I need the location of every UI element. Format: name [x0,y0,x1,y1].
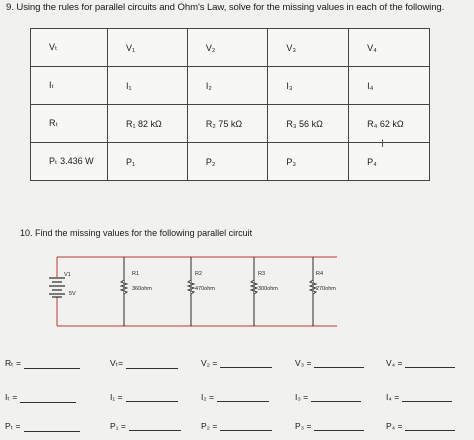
resistor-value: 270ohm [316,286,336,292]
source-name: V1 [64,272,71,278]
table-row [31,105,430,143]
question-9-heading: 9. Using the rules for parallel circuits and Ohm's Law, solve for the missing values in each of the following. [6,2,445,13]
answer-blank[interactable] [220,422,272,431]
table-cell: V₃ [268,29,349,67]
table-row [31,67,430,105]
table-cell: P₃ [268,143,349,181]
answer-label: I₁ = [110,392,123,402]
table-cell: Pₜ 3.436 W [31,143,108,181]
answer-field[interactable] [295,421,364,431]
answer-blank[interactable] [126,393,178,402]
answer-blank[interactable] [24,360,80,369]
table-cell: V₂ [187,29,268,67]
answer-field[interactable] [201,421,272,431]
answer-label: Rₜ = [5,358,21,368]
answer-blank[interactable] [405,422,455,431]
resistor-name: R4 [316,271,324,277]
answer-field[interactable] [295,358,364,368]
battery-icon [49,278,65,297]
answer-label: I₂ = [201,392,214,402]
answer-field[interactable] [5,421,80,432]
resistor-value: 470ohm [195,286,215,292]
answer-field[interactable] [201,358,272,368]
answer-blank[interactable] [405,359,455,368]
answer-label: I₃ = [295,392,309,402]
answer-blank[interactable] [217,393,269,402]
table-cell: I₄ [349,67,430,105]
answer-field[interactable] [5,392,76,403]
table-row [31,143,430,181]
answer-field[interactable] [110,392,178,402]
answer-blank[interactable] [314,422,364,431]
table-cell: Vₜ [31,29,108,67]
resistor-r1-icon [121,277,127,297]
text-cursor-icon: I [381,138,385,150]
table-cell: V₄ [349,29,430,67]
answer-field[interactable] [386,358,455,368]
answer-label: P₄ = [386,421,403,431]
answer-blank[interactable] [311,393,361,402]
answer-field[interactable] [110,358,178,369]
table-cell: P₁ [108,143,188,181]
table-cell: R₄ 62 kΩ [349,105,430,143]
answer-blank[interactable] [402,393,452,402]
resistor-r3-icon [251,277,257,297]
table-cell: I₁ [108,67,188,105]
answer-label: P₁ = [110,421,126,431]
answer-blank[interactable] [129,422,181,431]
answer-field[interactable] [5,358,80,369]
source-value: 5V [69,291,76,297]
question-10-heading: 10. Find the missing values for the following parallel circuit [20,228,253,238]
answer-field[interactable] [110,421,181,431]
resistor-name: R2 [195,271,203,277]
table-cell: R₂ 75 kΩ [187,105,268,143]
table-cell: R₃ 56 kΩ [268,105,349,143]
parallel-circuit-diagram [40,255,350,330]
answer-label: I₄ = [386,392,400,402]
answer-label: Pₜ = [5,421,21,431]
table-cell: P₄ [349,143,430,181]
answer-blank[interactable] [20,394,76,403]
table-cell: Rₜ [31,105,108,143]
answer-blank[interactable] [220,359,272,368]
resistor-name: R3 [258,271,266,277]
answer-field[interactable] [201,392,269,402]
answer-field[interactable] [386,421,455,431]
table-cell: I₂ [187,67,268,105]
table-cell: V₁ [108,29,188,67]
answer-label: Iₜ = [5,392,18,402]
resistor-name: R1 [132,271,140,277]
answer-field[interactable] [295,392,361,402]
answer-blank[interactable] [314,359,364,368]
answer-label: V₂ = [201,358,218,368]
answer-label: Vₜ= [110,358,124,368]
answer-label: P₂ = [201,421,218,431]
answer-blank[interactable] [126,360,178,369]
table-row [31,29,430,67]
parallel-values-table [30,28,430,181]
answer-field[interactable] [386,392,452,402]
resistor-r2-icon [188,277,194,297]
table-cell: P₂ [187,143,268,181]
table-cell: I₃ [268,67,349,105]
resistor-value: 300ohm [258,286,278,292]
table-cell: Iₜ [31,67,108,105]
answer-blank[interactable] [24,423,80,432]
answer-label: V₄ = [386,358,403,368]
resistor-value: 360ohm [132,286,152,292]
table-cell: R₁ 82 kΩ [108,105,188,143]
answer-label: P₃ = [295,421,312,431]
answer-label: V₃ = [295,358,312,368]
